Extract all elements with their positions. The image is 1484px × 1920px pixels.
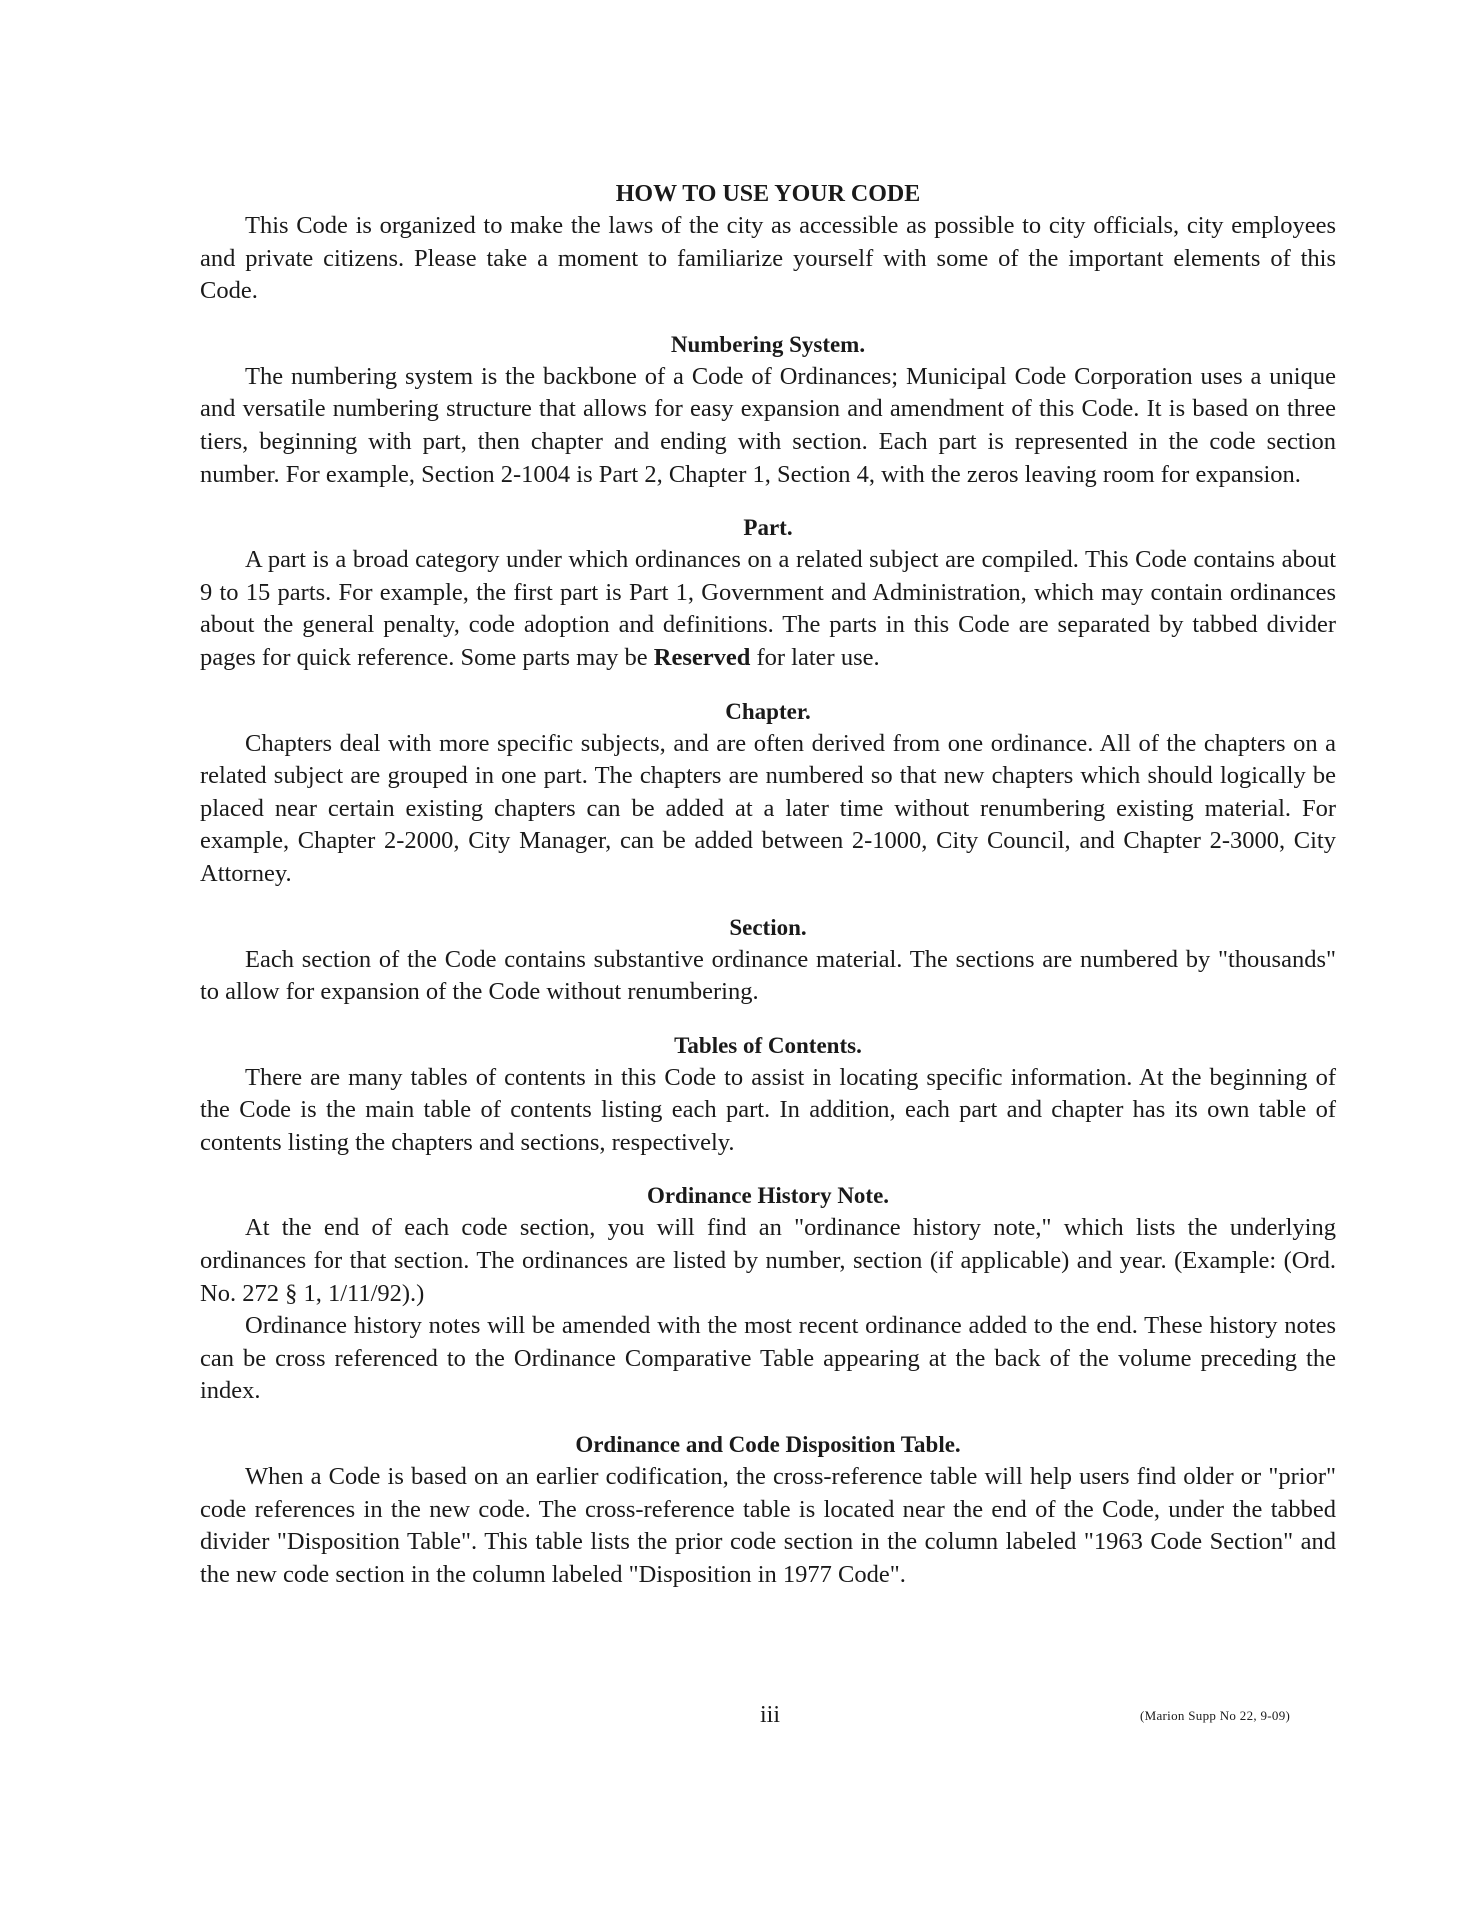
intro-paragraph: This Code is organized to make the laws of the city as accessible as possible to city officials, city employees and private citizens. Please take a moment to familiarize yourself with some of the important elements of this Code. bbox=[200, 212, 1336, 305]
part-text-after: for later use. bbox=[750, 643, 880, 671]
section-heading: Section. bbox=[729, 914, 807, 940]
page-title: HOW TO USE YOUR CODE bbox=[615, 181, 921, 207]
numbering-heading: Numbering System. bbox=[670, 331, 866, 357]
supplement-note: (Marion Supp No 22, 9-09) bbox=[1140, 1708, 1291, 1723]
part-text-reserved: Reserved bbox=[653, 643, 751, 671]
chapter-paragraph: Chapters deal with more specific subjects, and are often derived from one ordinance. All of the chapters on a related subject are grouped in one part. The chapters are numbered so that new chapters which should logically be placed near certain existing chapters can be added at a later time without renumbering existing material. For example, Chapter 2-2000, City Manager, can be added between 2-1000, City Council, and Chapter 2-3000, City Attorney. bbox=[200, 729, 1336, 887]
disposition-heading: Ordinance and Code Disposition Table. bbox=[575, 1432, 961, 1458]
chapter-heading: Chapter. bbox=[725, 698, 811, 724]
history-paragraph-1: At the end of each code section, you will find an "ordinance history note," which lists the underlying ordinances for that section. The ordinances are listed by number, section (if applicable) and year. (Example: (Ord. No. 272 § 1, 1/11/92).) bbox=[200, 1214, 1336, 1307]
disposition-paragraph: When a Code is based on an earlier codification, the cross-reference table will help users find older or "prior" code references in the new code. The cross-reference table is located near the end of the Code, under the tabbed divider "Disposition Table". This table lists the prior code section in the column labeled "1963 Code Section" and the new code section in the column labeled "Disposition in 1977 Code". bbox=[200, 1463, 1336, 1588]
tables-paragraph: There are many tables of contents in this Code to assist in locating specific information. At the beginning of the Code is the main table of contents listing each part. In addition, each part and chapter has its own table of contents listing the chapters and sections, respectively. bbox=[200, 1063, 1336, 1156]
part-text-before: A part is a broad category under which ordinances on a related subject are compiled. This Code contains about 9 to 15 parts. For example, the first part is Part 1, Government and Administration, which may contain ordinances about the general penalty, code adoption and definitions. The parts in this Code are separated by tabbed divider pages for quick reference. Some parts may be bbox=[200, 546, 1336, 671]
part-paragraph bbox=[200, 544, 1336, 674]
part-heading: Part. bbox=[743, 515, 793, 541]
history-paragraph-2: Ordinance history notes will be amended with the most recent ordinance added to the end. These history notes can be cross referenced to the Ordinance Comparative Table appearing at the back of the volume preceding the index. bbox=[200, 1312, 1336, 1405]
section-paragraph: Each section of the Code contains substantive ordinance material. The sections are numbered by "thousands" to allow for expansion of the Code without renumbering. bbox=[200, 945, 1336, 1006]
tables-heading: Tables of Contents. bbox=[674, 1032, 862, 1058]
numbering-paragraph: The numbering system is the backbone of a Code of Ordinances; Municipal Code Corporation uses a unique and versatile numbering structure that allows for easy expansion and amendment of this Code. It is based on three tiers, beginning with part, then chapter and ending with section. Each part is represented in the code section number. For example, Section 2-1004 is Part 2, Chapter 1, Section 4, with the zeros leaving room for expansion. bbox=[200, 362, 1336, 488]
history-heading: Ordinance History Note. bbox=[646, 1183, 890, 1209]
document-body bbox=[200, 178, 1336, 1591]
page-number: iii bbox=[759, 1702, 780, 1728]
